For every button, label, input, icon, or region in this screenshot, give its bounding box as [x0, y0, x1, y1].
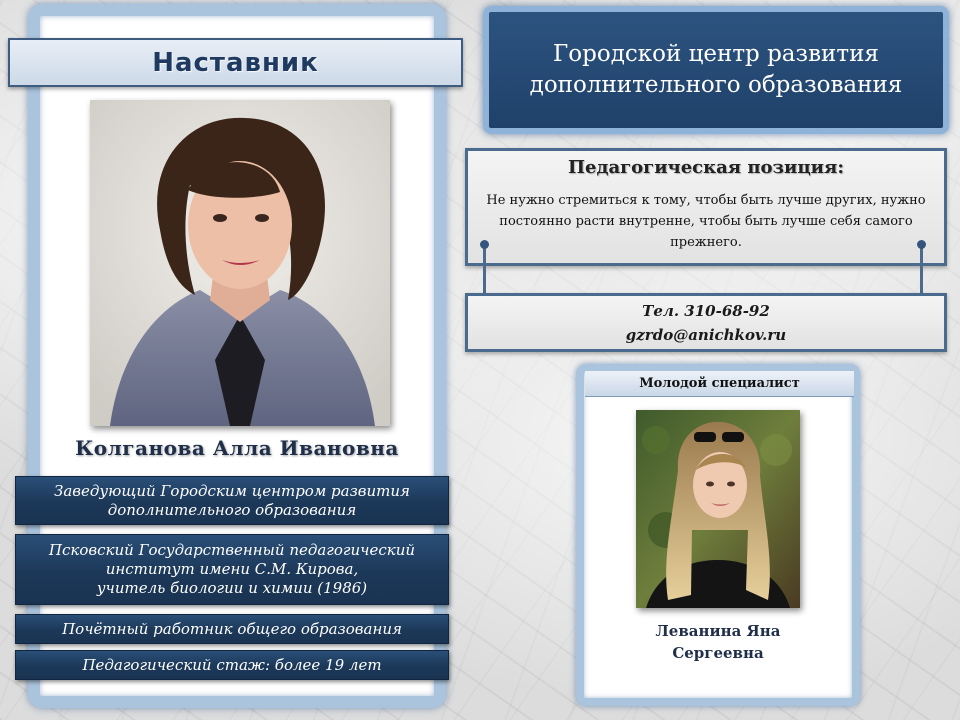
center-title [483, 6, 949, 134]
mentor-title: Наставник [8, 38, 463, 87]
mentor-honor-text: Почётный работник общего образования [62, 619, 402, 638]
contact-email[interactable]: gzrdo@anichkov.ru [625, 326, 787, 344]
center-title-line1: Городской центр развития [553, 41, 879, 67]
connector-dot [480, 240, 489, 249]
contact-phone: Тел. 310-68-92 [642, 302, 770, 320]
young-name-line2: Сергеевна [672, 644, 764, 662]
center-title-line2: дополнительного образования [529, 72, 903, 98]
mentor-experience-bar [15, 650, 449, 680]
connector-dot [917, 240, 926, 249]
mentor-photo [90, 100, 390, 426]
mentor-name: Колганова Алла Ивановна [75, 436, 399, 460]
mentor-education-text: Псковский Государственный педагогический институт имени С.М. Кирова, [48, 541, 416, 578]
mentor-honor-bar [15, 614, 449, 644]
position-heading: Педагогическая позиция: [568, 157, 844, 178]
young-specialist-name [590, 620, 846, 664]
mentor-experience-text: Педагогический стаж: более 19 лет [82, 655, 382, 674]
mentor-portrait-image [90, 100, 390, 426]
young-specialist-photo [636, 410, 800, 608]
mentor-specialty-text: учитель биологии и химии (1986) [96, 579, 368, 597]
young-portrait-image [636, 410, 800, 608]
mentor-education-bar [15, 534, 449, 605]
position-text: Не нужно стремиться к тому, чтобы быть лучше других, нужно постоянно расти внутренне, чтобы быть лучше себя самого прежнего. [486, 193, 926, 250]
mentor-position-text: Заведующий Городским центром развития дополнительного образования [54, 481, 410, 519]
young-name-line1: Леванина Яна [655, 622, 781, 640]
mentor-position-bar [15, 476, 449, 525]
young-specialist-heading: Молодой специалист [585, 371, 854, 397]
